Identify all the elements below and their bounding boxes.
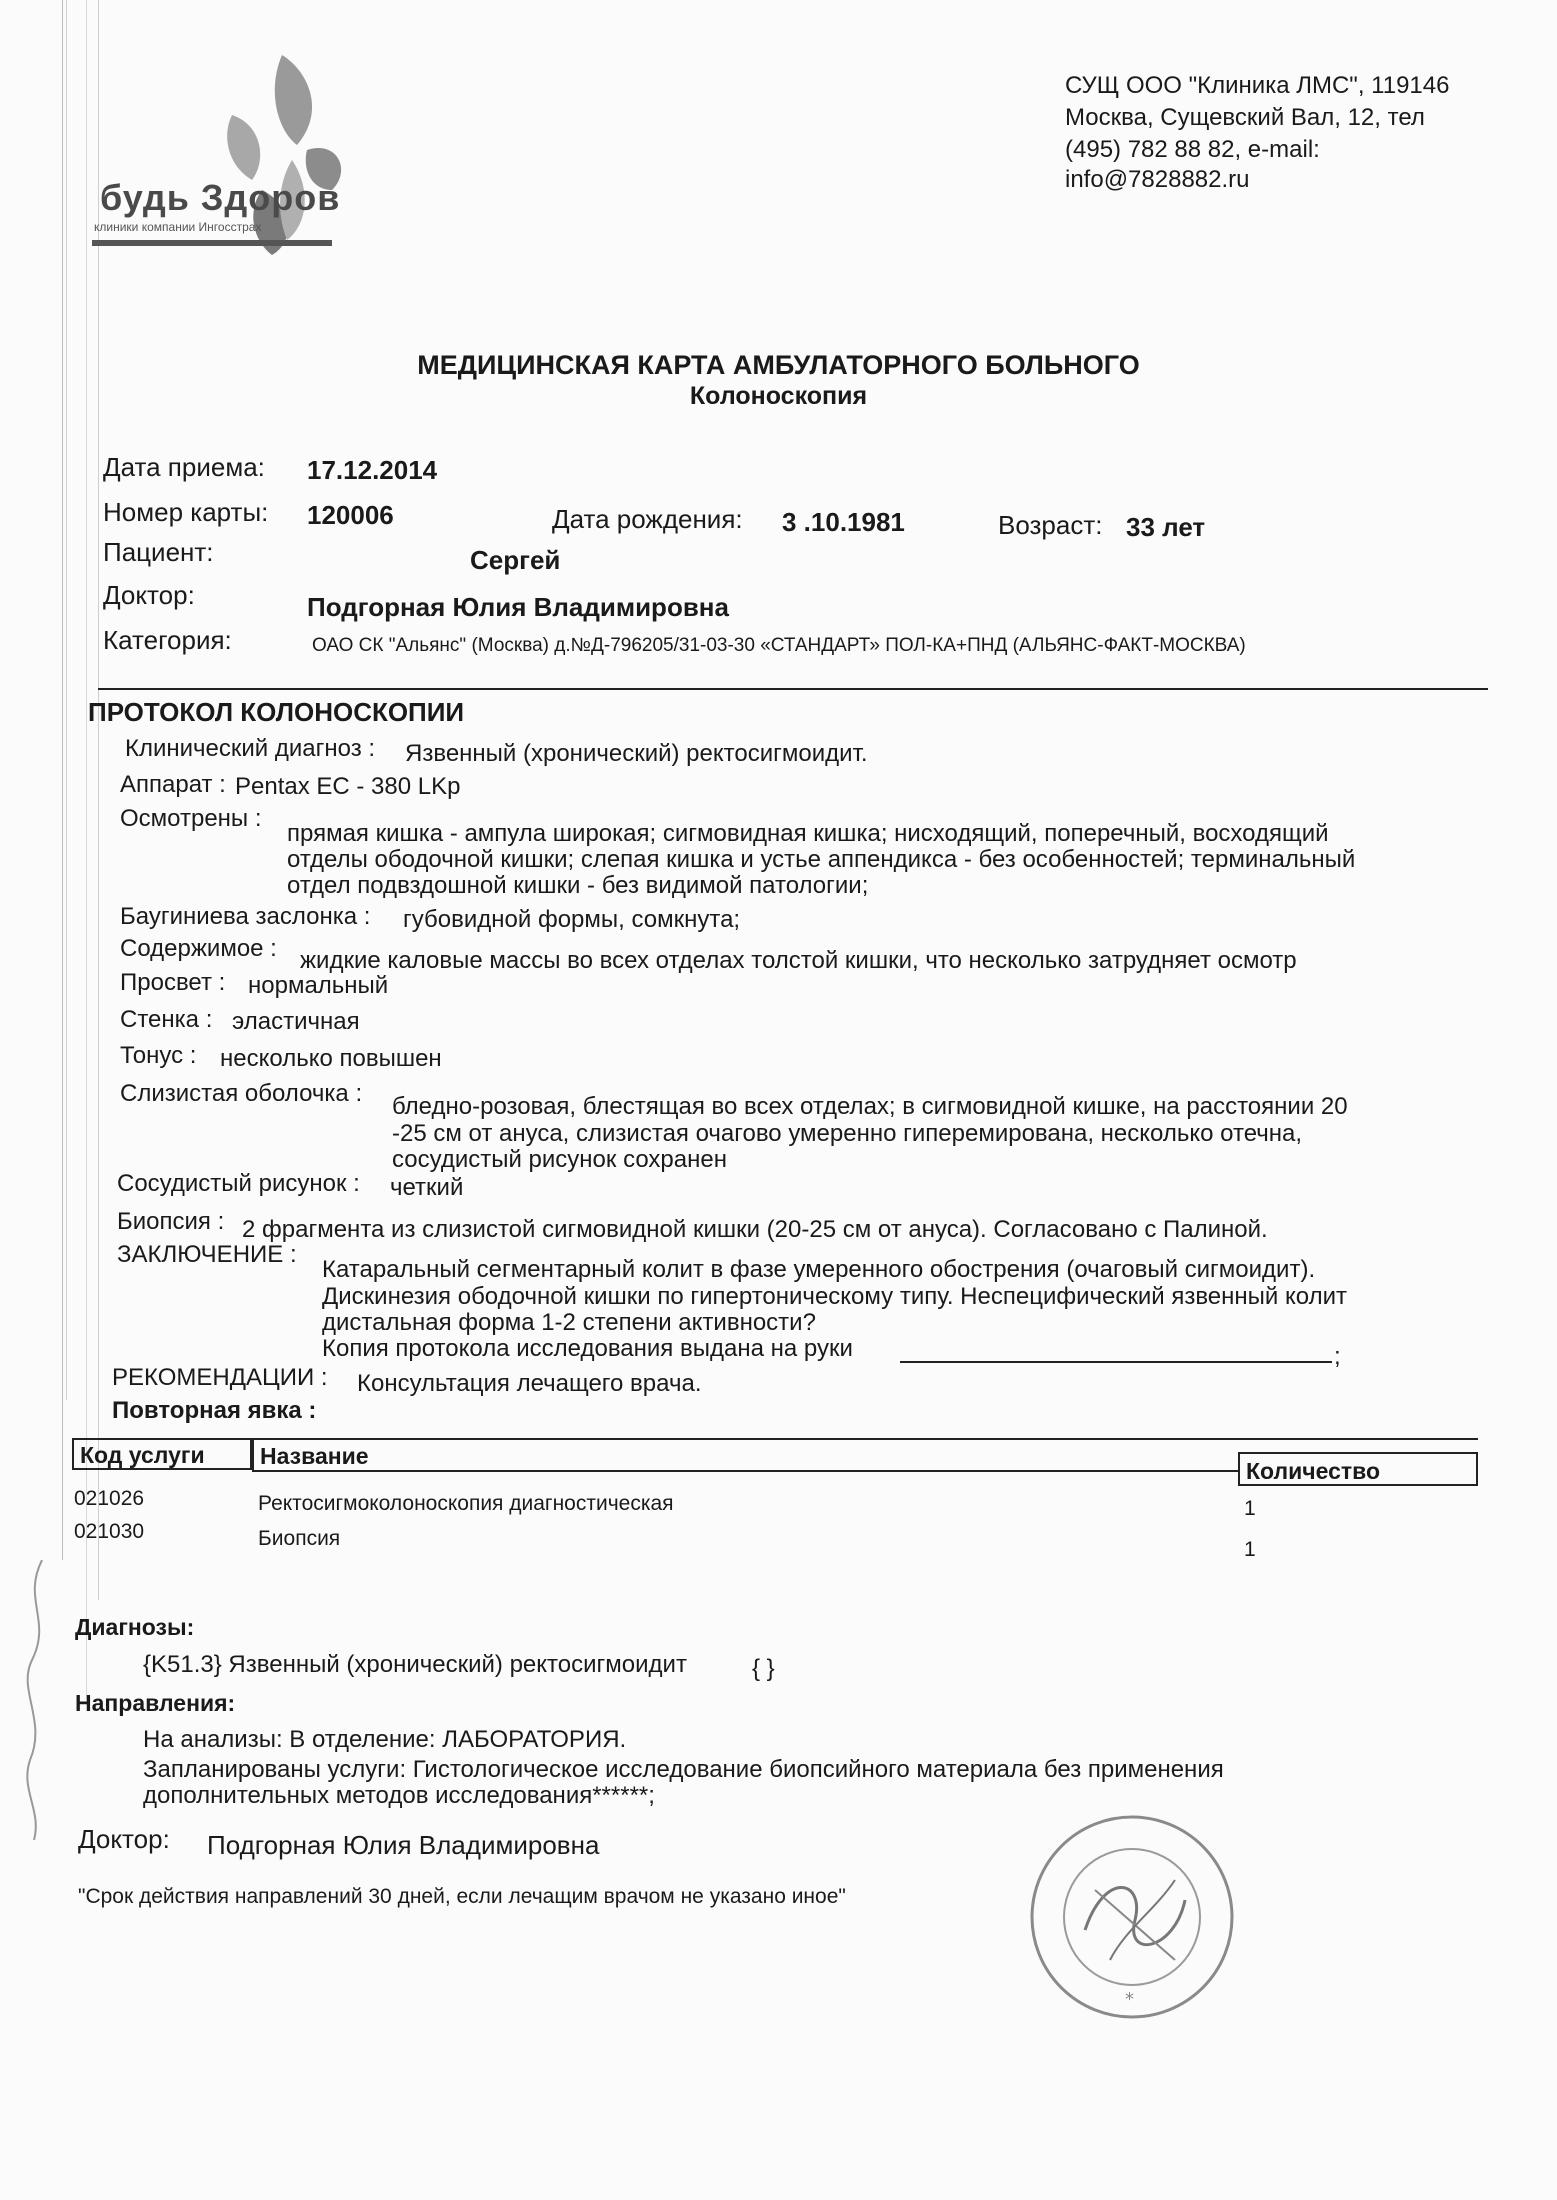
conclusion-line: Копия протокола исследования выдана на руки (322, 1335, 853, 1362)
wall-label: Стенка : (120, 1006, 213, 1033)
service-qty: 1 (1244, 1497, 1256, 1520)
mucosa-line: бледно-розовая, блестящая во всех отделах; в сигмовидной кишке, на расстоянии 20 (392, 1093, 1348, 1120)
examined-line: отделы ободочной кишки; слепая кишка и устье аппендикса - без особенностей; терминальный (287, 846, 1356, 873)
birth-date-label: Дата рождения: (552, 504, 743, 534)
lumen: нормальный (248, 972, 389, 999)
clinic-logo (92, 40, 352, 260)
diagnosis-item: {K51.3} Язвенный (хронический) ректосигмоидит (143, 1651, 687, 1678)
service-code: 021030 (74, 1520, 145, 1543)
conclusion-line: дистальная форма 1-2 степени активности? (322, 1309, 816, 1336)
category-value: ОАО СК "Альянс" (Москва) д.№Д-796205/31-03-30 «СТАНДАРТ» ПОЛ-КА+ПНД (АЛЬЯНС-ФАКТ-МОСКВА) (312, 635, 1246, 656)
visit-date-label: Дата приема: (103, 452, 265, 482)
tone: несколько повышен (220, 1045, 442, 1072)
wall: эластичная (232, 1008, 360, 1035)
header-qty: Количество (1246, 1458, 1381, 1484)
logo-tagline: клиники компании Ингосстрах (94, 220, 262, 234)
contents-label: Содержимое : (120, 935, 277, 962)
doctor-label: Доктор: (103, 580, 195, 610)
address-line: Москва, Сущевский Вал, 12, тел (1065, 104, 1425, 131)
valve-label: Баугиниева заслонка : (120, 903, 371, 930)
table-header-cell (72, 1438, 252, 1470)
conclusion-label: ЗАКЛЮЧЕНИЕ : (117, 1241, 297, 1268)
vascular-label: Сосудистый рисунок : (117, 1170, 360, 1197)
service-name: Ректосигмоколоноскопия диагностическая (258, 1492, 674, 1515)
card-number: 120006 (307, 500, 394, 530)
birth-date: 3 .10.1981 (782, 507, 905, 537)
age-label: Возраст: (998, 510, 1103, 540)
lumen-label: Просвет : (120, 969, 226, 996)
table-header-cell (252, 1438, 1240, 1472)
category-label: Категория: (103, 625, 232, 655)
examined-label: Осмотрены : (120, 805, 262, 832)
age: 33 лет (1126, 512, 1206, 542)
logo-brand: будь Здоров (100, 177, 341, 218)
visit-date: 17.12.2014 (307, 455, 438, 485)
repeat-visit-label: Повторная явка : (112, 1397, 317, 1424)
referral-line: Запланированы услуги: Гистологическое исследование биопсийного материала без применения (143, 1756, 1224, 1783)
card-number-label: Номер карты: (103, 497, 269, 527)
doctor-name: Подгорная Юлия Владимировна (307, 592, 729, 622)
tone-label: Тонус : (120, 1042, 197, 1069)
referrals-label: Направления: (75, 1690, 236, 1716)
scan-artifact-line (66, 0, 67, 1400)
examined-line: отдел подвздошной кишки - без видимой патологии; (287, 872, 869, 899)
margin-squiggle-icon (12, 1560, 52, 1840)
valve: губовидной формы, сомкнута; (403, 906, 741, 933)
round-stamp-icon (1025, 1810, 1240, 2025)
validity-note: "Срок действия направлений 30 дней, если лечащим врачом не указано иное" (78, 1885, 846, 1908)
address-line: (495) 782 88 82, e-mail: (1065, 136, 1320, 163)
conclusion-line-end: ; (1334, 1343, 1341, 1370)
mucosa-label: Слизистая оболочка : (120, 1080, 363, 1107)
recommendations: Консультация лечащего врача. (357, 1370, 702, 1397)
examined-line: прямая кишка - ампула широкая; сигмовидная кишка; нисходящий, поперечный, восходящий (287, 820, 1329, 847)
address-email: info@7828882.ru (1065, 166, 1250, 193)
conclusion-line: Катаральный сегментарный колит в фазе умеренного обострения (очаговый сигмоидит). (322, 1256, 1316, 1283)
service-name: Биопсия (258, 1527, 341, 1550)
diagnoses-label: Диагнозы: (75, 1614, 195, 1640)
svg-text:*: * (1125, 1989, 1134, 2010)
apparatus-label: Аппарат : (120, 771, 226, 798)
address-line: СУЩ ООО "Клиника ЛМС", 119146 (1065, 72, 1450, 99)
apparatus: Pentax EC - 380 LKp (235, 773, 461, 800)
mucosa-line: сосудистый рисунок сохранен (392, 1146, 727, 1173)
clinical-diagnosis-label: Клинический диагноз : (125, 735, 376, 762)
page-subtitle: Колоноскопия (689, 382, 868, 410)
header-name: Название (260, 1443, 369, 1469)
referral-line: дополнительных методов исследования******; (143, 1782, 655, 1809)
section-divider (98, 688, 1488, 690)
footer-doctor-name: Подгорная Юлия Владимировна (207, 1830, 600, 1860)
mucosa-line: -25 см от ануса, слизистая очагово умеренно гиперемирована, несколько отечна, (392, 1120, 1303, 1147)
contents: жидкие каловые массы во всех отделах толстой кишки, что несколько затрудняет осмотр (300, 947, 1297, 974)
scan-artifact-line (62, 0, 63, 1560)
footer-doctor-label: Доктор: (78, 1824, 170, 1854)
diagnosis-braces: { } (752, 1655, 775, 1682)
recommendations-label: РЕКОМЕНДАЦИИ : (112, 1364, 328, 1391)
service-qty: 1 (1244, 1538, 1256, 1561)
clinical-diagnosis: Язвенный (хронический) ректосигмоидит. (405, 740, 868, 767)
biopsy-label: Биопсия : (117, 1208, 225, 1235)
header-code: Код услуги (80, 1442, 205, 1468)
referral-line: На анализы: В отделение: ЛАБОРАТОРИЯ. (143, 1726, 627, 1753)
protocol-heading: ПРОТОКОЛ КОЛОНОСКОПИИ (88, 697, 465, 727)
conclusion-line: Дискинезия ободочной кишки по гипертоническому типу. Неспецифический язвенный колит (322, 1283, 1347, 1310)
service-code: 021026 (74, 1487, 145, 1510)
page-title: МЕДИЦИНСКАЯ КАРТА АМБУЛАТОРНОГО БОЛЬНОГО (417, 350, 1140, 380)
patient-name: Сергей (470, 545, 561, 575)
vascular: четкий (390, 1174, 464, 1201)
biopsy: 2 фрагмента из слизистой сигмовидной кишки (20-25 см от ануса). Согласовано с Палиной. (242, 1216, 1268, 1243)
table-header-cell (1238, 1452, 1478, 1486)
patient-label: Пациент: (103, 537, 214, 567)
signature-underline (900, 1361, 1332, 1363)
